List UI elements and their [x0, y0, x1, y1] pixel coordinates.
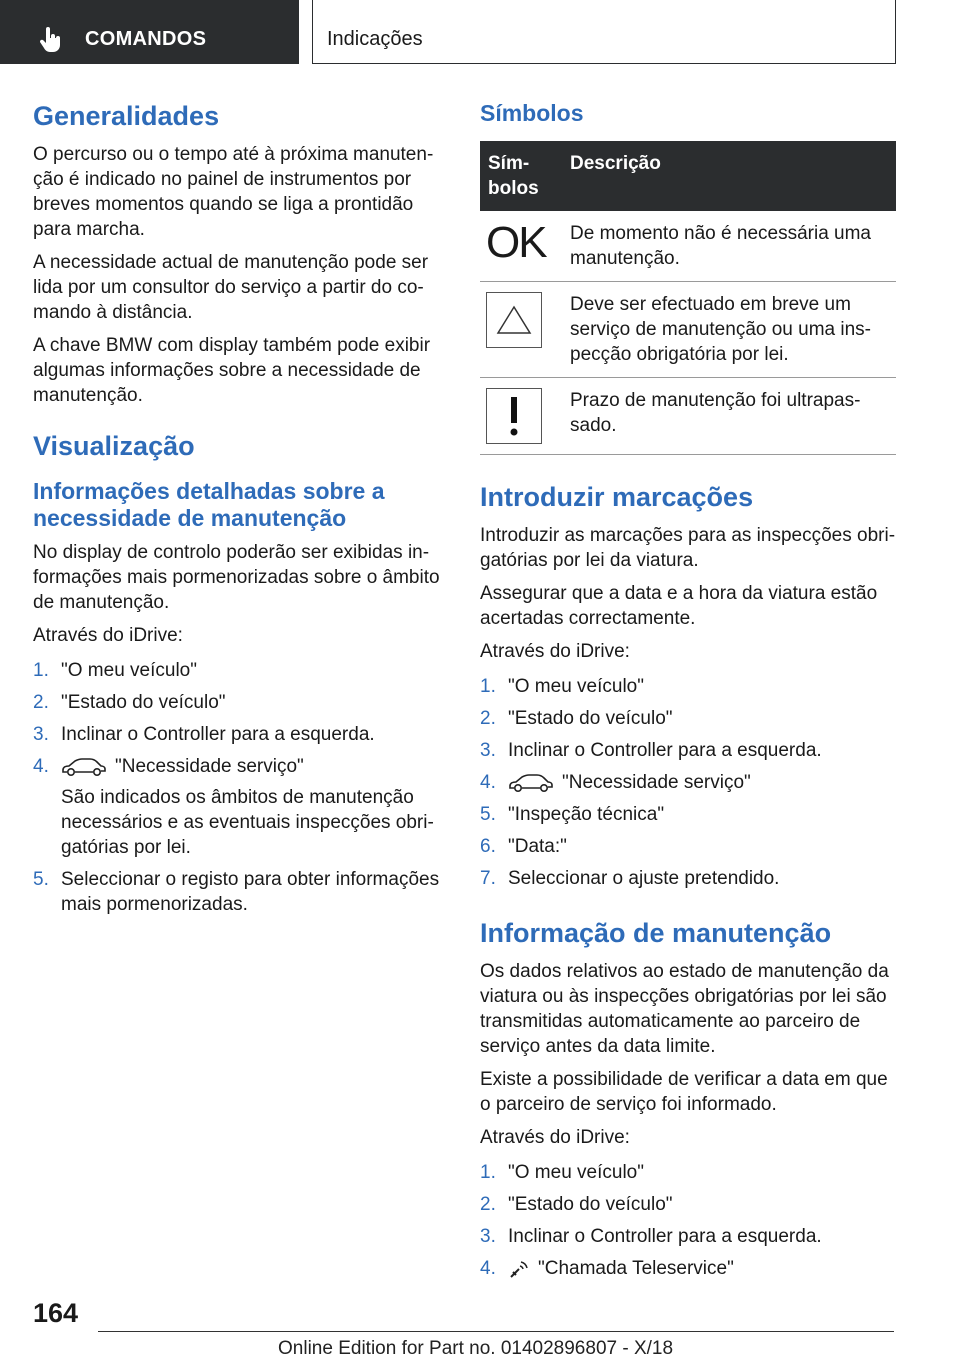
- list-item: 4. "Necessidade serviço" São indicados os âmbitos de manutenção necessários e as eventuais inspecções obrigatórias por lei.: [33, 756, 434, 858]
- page-number: 164: [33, 1298, 79, 1328]
- list-item: 5. "Inspeção técnica": [480, 804, 665, 825]
- list-item: 2. "Estado do veículo": [480, 1194, 673, 1215]
- list-item: 6. "Data:": [480, 836, 567, 857]
- exclamation-icon: [486, 388, 542, 444]
- heading-informacoes-detalhadas: Informações detalhadas sobre a necessidade de manutenção: [33, 478, 385, 531]
- ok-symbol: OK: [486, 218, 546, 267]
- heading-introduzir-marcacoes: Introduzir marcações: [480, 482, 754, 512]
- paragraph: A necessidade actual de manutenção pode ser lida por um consultor do serviço a partir do comando à distância.: [33, 252, 429, 323]
- steps-list: [33, 658, 443, 917]
- steps-list: [480, 674, 896, 891]
- heading-simbolos: Símbolos: [480, 100, 584, 126]
- heading-informacao-manutencao: Informação de manutenção: [480, 918, 832, 948]
- heading-visualizacao: Visualização: [33, 431, 195, 461]
- list-item: 4. "Chamada Teleservice": [480, 1258, 734, 1279]
- paragraph: Introduzir as marcações para as inspecções obrigatórias por lei da viatura.: [480, 525, 896, 571]
- table-header-description: Descrição: [562, 141, 896, 211]
- table-row: Deve ser efectuado em breve um serviço de manutenção ou uma inspecção obrigatória por lei.: [480, 282, 896, 378]
- paragraph: Existe a possibilidade de verificar a data em que o parceiro de serviço foi informado.: [480, 1069, 888, 1115]
- right-column: [480, 100, 896, 1288]
- car-icon: [508, 773, 554, 793]
- paragraph: No display de controlo poderão ser exibidas informações mais pormenorizadas sobre o âmbito de manutenção.: [33, 542, 440, 613]
- list-item: 4. "Necessidade serviço": [480, 772, 751, 793]
- list-item: 1. "O meu veículo": [33, 660, 197, 681]
- page-header: [0, 0, 960, 66]
- left-column: [33, 100, 443, 924]
- list-item: 7. Seleccionar o ajuste pretendido.: [480, 868, 780, 889]
- symbols-table: [480, 141, 896, 455]
- list-item: 1. "O meu veículo": [480, 676, 644, 697]
- section-label: COMANDOS: [85, 28, 207, 50]
- car-icon: [61, 757, 107, 777]
- warning-triangle-icon: [486, 292, 542, 348]
- hand-pointer-icon: [38, 27, 62, 53]
- paragraph: A chave BMW com display também pode exibir algumas informações sobre a necessidade de manutenção.: [33, 335, 431, 406]
- heading-generalidades: Generalidades: [33, 101, 220, 131]
- paragraph: Os dados relativos ao estado de manutenção da viatura ou às inspecções obrigatórias por lei são transmitidas automaticamente ao parceiro de serviço antes da data limite.: [480, 961, 889, 1057]
- list-item: 1. "O meu veículo": [480, 1162, 644, 1183]
- list-item: 2. "Estado do veículo": [480, 708, 673, 729]
- paragraph: Através do iDrive:: [33, 625, 183, 646]
- list-item: 5. Seleccionar o registo para obter informações mais pormenorizadas.: [33, 869, 440, 915]
- footer-divider: [98, 1331, 894, 1332]
- table-row: Prazo de manutenção foi ultrapassado.: [480, 378, 896, 455]
- table-header-symbols: Símbolos: [480, 141, 562, 211]
- section-tab: [0, 0, 299, 64]
- paragraph: Através do iDrive:: [480, 641, 630, 662]
- paragraph: Assegurar que a data e a hora da viatura estão acertadas correctamente.: [480, 583, 878, 629]
- chapter-label: Indicações: [327, 28, 423, 50]
- phone-signal-icon: [508, 1259, 530, 1279]
- list-item: 3. Inclinar o Controller para a esquerda.: [33, 724, 375, 745]
- chapter-tab: [312, 0, 896, 64]
- paragraph: O percurso ou o tempo até à próxima manutenção é indicado no painel de instrumentos por breves momentos quando se liga a prontidão para marcha.: [33, 144, 434, 240]
- list-item: 3. Inclinar o Controller para a esquerda.: [480, 740, 822, 761]
- paragraph: Através do iDrive:: [480, 1127, 630, 1148]
- steps-list: [480, 1160, 896, 1281]
- edition-note: Online Edition for Part no. 01402896807 - X/18: [278, 1338, 674, 1359]
- table-row: OK De momento não é necessária uma manutenção.: [480, 211, 896, 282]
- list-item: 3. Inclinar o Controller para a esquerda.: [480, 1226, 822, 1247]
- list-item: 2. "Estado do veículo": [33, 692, 226, 713]
